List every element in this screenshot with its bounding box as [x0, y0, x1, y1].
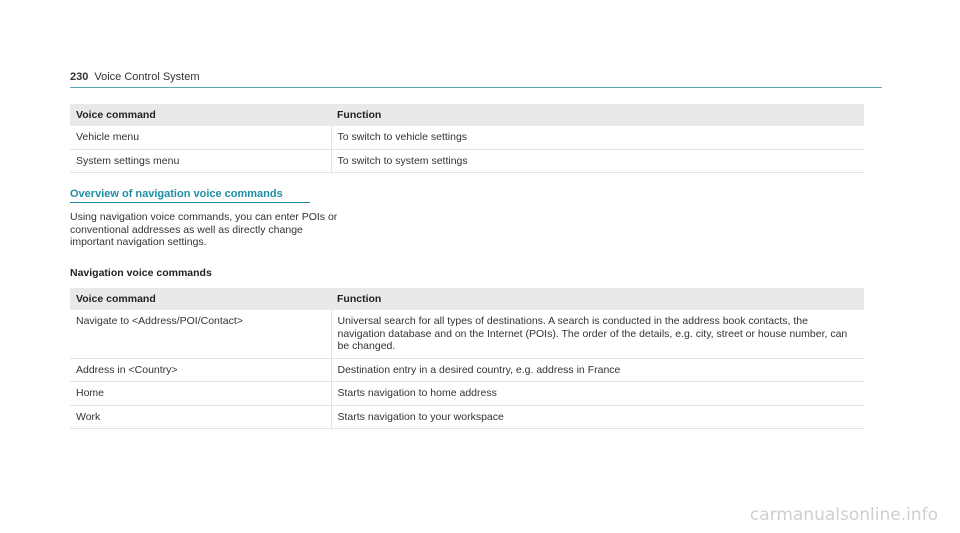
table-row [70, 126, 864, 149]
table-row [70, 405, 864, 429]
watermark: carmanualsonline.info [749, 505, 938, 525]
section-intro: Using navigation voice commands, you can enter POIs or conventional addresses as well as directly change important navigation settings. [70, 211, 338, 248]
voice-commands-table [70, 104, 864, 173]
voice-command-cell: System settings menu [70, 149, 331, 173]
column-header-voice-command: Voice command [70, 288, 331, 310]
function-cell: To switch to vehicle settings [331, 126, 864, 149]
column-header-function: Function [331, 104, 864, 126]
table-row [70, 310, 864, 358]
voice-command-cell: Home [70, 382, 331, 406]
function-cell: To switch to system settings [331, 149, 864, 173]
function-cell: Starts navigation to your workspace [331, 405, 864, 429]
table-header-row [70, 104, 864, 126]
table-row [70, 149, 864, 173]
page-number: 230 [70, 71, 89, 83]
function-cell: Universal search for all types of destinations. A search is conducted in the address book contacts, the navigation database and on the Internet (POIs). The order of the details, e.g. city, street or house number, can be changed. [331, 310, 864, 358]
column-header-function: Function [331, 288, 864, 310]
voice-command-cell: Navigate to <Address/POI/Contact> [70, 310, 331, 358]
column-header-voice-command: Voice command [70, 104, 331, 126]
function-cell: Starts navigation to home address [331, 382, 864, 406]
chapter-title: Voice Control System [94, 71, 200, 83]
voice-command-cell: Work [70, 405, 331, 429]
table-header-row [70, 288, 864, 310]
table-row [70, 358, 864, 382]
table-row [70, 382, 864, 406]
table-subheading: Navigation voice commands [70, 267, 212, 279]
section-title: Overview of navigation voice commands [70, 188, 310, 203]
function-cell: Destination entry in a desired country, e.g. address in France [331, 358, 864, 382]
voice-command-cell: Vehicle menu [70, 126, 331, 149]
page-header [70, 71, 882, 88]
voice-command-cell: Address in <Country> [70, 358, 331, 382]
navigation-voice-commands-table [70, 288, 864, 429]
